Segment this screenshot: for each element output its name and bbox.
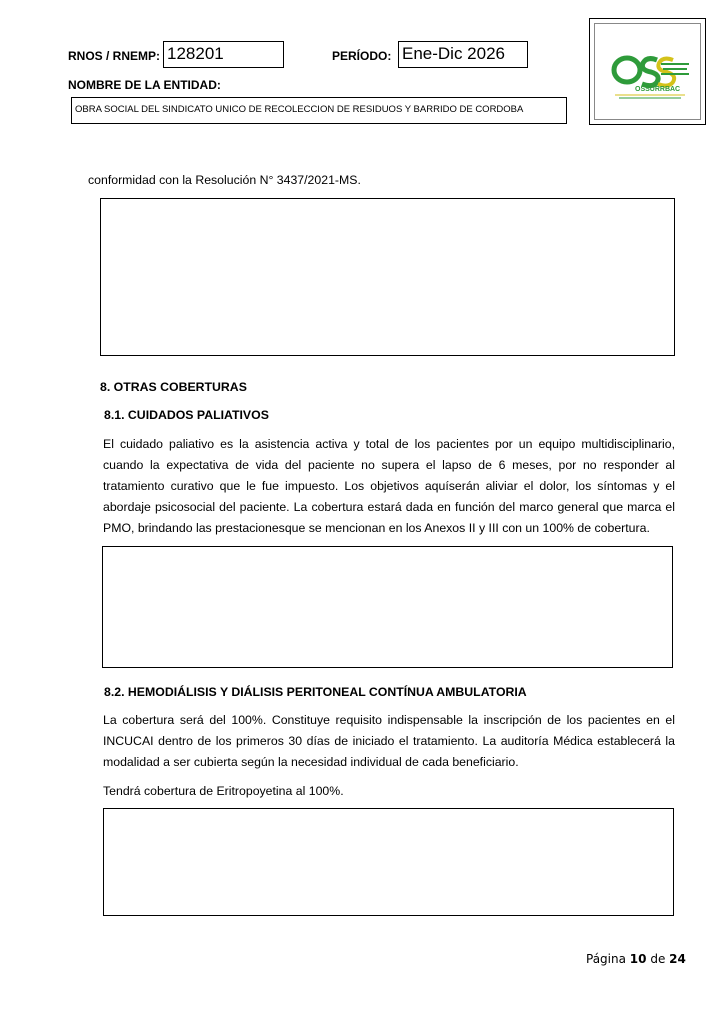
logo-inner-frame (594, 23, 701, 120)
page-sep: de (650, 952, 666, 966)
page-current: 10 (629, 952, 647, 966)
page-prefix: Página (586, 952, 626, 966)
page-number (586, 952, 686, 966)
ossurrbac-logo-icon (595, 24, 700, 119)
logo-subtext: OSSURRBAC (635, 86, 681, 93)
logo-frame (589, 18, 706, 125)
empty-box-1 (100, 198, 675, 356)
periodo-value-field: Ene-Dic 2026 (398, 41, 528, 68)
periodo-label: PERÍODO: (332, 49, 392, 63)
rnos-value-field: 128201 (163, 41, 284, 68)
page-total: 24 (669, 952, 686, 966)
empty-box-2 (102, 546, 673, 668)
intro-line: conformidad con la Resolución N° 3437/2021-MS. (88, 173, 361, 187)
section-8-title: 8. OTRAS COBERTURAS (100, 380, 247, 394)
entity-label: NOMBRE DE LA ENTIDAD: (68, 78, 221, 92)
section-8-2-paragraph: La cobertura será del 100%. Constituye requisito indispensable la inscripción de los pacientes en el INCUCAI dentro de los primeros 30 días de iniciado el tratamiento. La auditoría Médica establecerá la modalidad a ser cubierta según la necesidad individual de cada beneficiario. (103, 713, 675, 769)
rnos-label: RNOS / RNEMP: (68, 49, 161, 63)
section-8-2-paragraph-2: Tendrá cobertura de Eritropoyetina al 100%. (103, 784, 344, 798)
section-8-2-title: 8.2. HEMODIÁLISIS Y DIÁLISIS PERITONEAL CONTÍNUA AMBULATORIA (104, 685, 527, 699)
empty-box-3 (103, 808, 674, 916)
section-8-1-paragraph: El cuidado paliativo es la asistencia activa y total de los pacientes por un equipo multidisciplinario, cuando la expectativa de vida del paciente no supera el lapso de 6 meses, por no responder al tratamiento curativo que le fue impuesto. Los objetivos aquíserán aliviar el dolor, los síntomas y el abordaje psicosocial del paciente. La cobertura estará dada en función del marco general que marca el PMO, brindando las prestacionesque se mencionan en los Anexos II y III con un 100% de cobertura. (103, 437, 675, 535)
section-8-1-title: 8.1. CUIDADOS PALIATIVOS (104, 408, 269, 422)
entity-value-field: OBRA SOCIAL DEL SINDICATO UNICO DE RECOLECCION DE RESIDUOS Y BARRIDO DE CORDOBA (71, 97, 567, 124)
